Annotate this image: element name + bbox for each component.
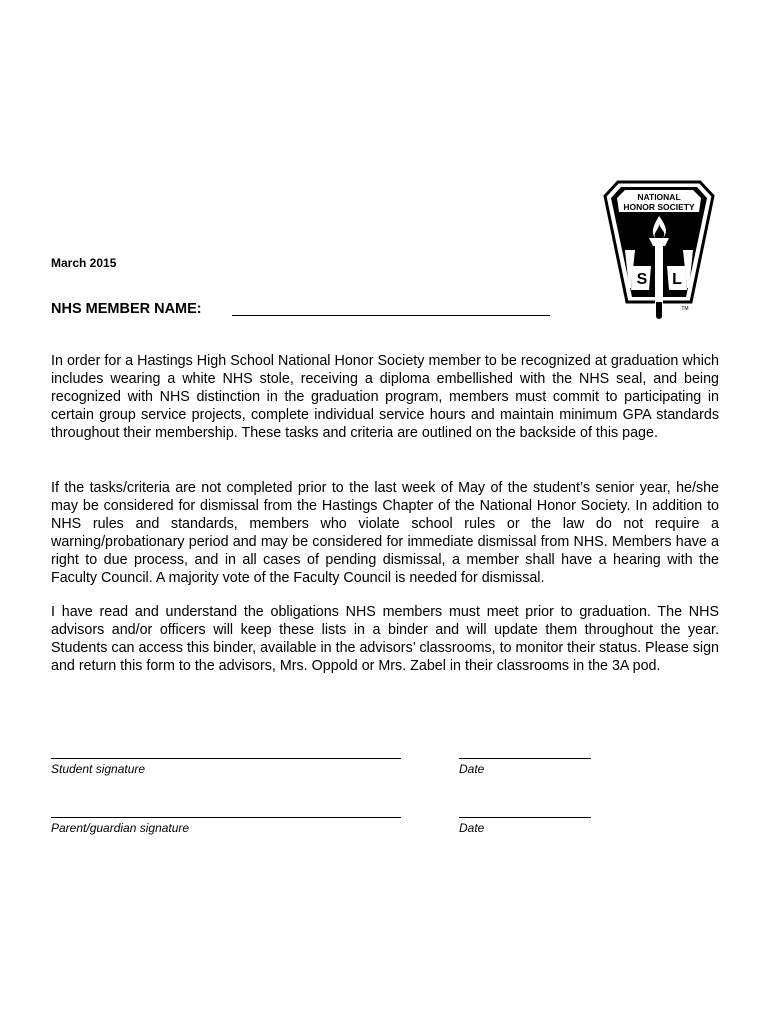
parent-date-field[interactable] [459,817,591,818]
member-name-label: NHS MEMBER NAME: [51,301,202,317]
student-signature-label: Student signature [51,762,146,776]
parent-date-label: Date [459,821,485,835]
document-date: March 2015 [51,256,117,270]
paragraph-dismissal: If the tasks/criteria are not completed prior to the last week of May of the student’s senior year, he/she may be considered for dismissal from the Hastings Chapter of the National Honor Society. In addition to NHS rules and standards, members who violate school rules or the law do not require a warning/probationary period and may be considered for immediate dismissal from NHS. Members have a right to due process, and in all cases of pending dismissal, a member shall have a hearing with the Faculty Council. A majority vote of the Faculty Council is needed for dismissal. [51,480,719,586]
paragraph-acknowledgement: I have read and understand the obligations NHS members must meet prior to graduation. The NHS advisors and/or officers will keep these lists in a binder and will update them throughout the year. Students can access this binder, available in the advisors’ classrooms, to monitor their status. Please sign and return this form to the advisors, Mrs. Oppold or Mrs. Zabel in their classrooms in the 3A pod. [51,604,719,674]
logo-trademark: TM [681,306,689,312]
member-name-field[interactable] [232,315,550,316]
logo-bottom-text: HONOR SOCIETY [623,202,695,212]
member-name-row [51,301,561,321]
student-signature-field[interactable] [51,758,401,759]
logo-letter-l: L [672,271,682,288]
paragraph-recognition: In order for a Hastings High School National Honor Society member to be recognized at graduation which includes wearing a white NHS stole, receiving a diploma embellished with the NHS seal, and being recognized with NHS distinction in the graduation program, members must commit to participating in certain group service projects, complete individual service hours and maintain minimum GPA standards throughout their membership. These tasks and criteria are outlined on the backside of this page. [51,353,719,441]
logo-letter-s: S [636,271,648,288]
student-date-label: Date [459,762,485,776]
parent-signature-label: Parent/guardian signature [51,821,190,835]
nhs-logo [603,180,715,320]
parent-signature-field[interactable] [51,817,401,818]
student-date-field[interactable] [459,758,591,759]
logo-top-text: NATIONAL [637,192,681,202]
